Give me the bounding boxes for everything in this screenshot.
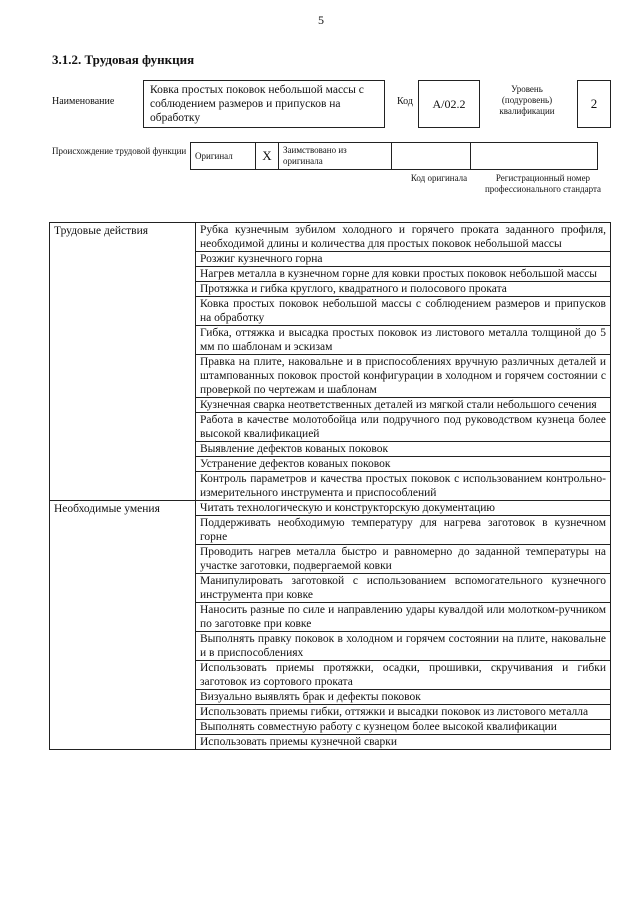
item-cell: Выполнять совместную работу с кузнецом более высокой квалификации	[196, 720, 611, 735]
name-label: Наименование	[52, 96, 115, 107]
item-cell: Выявление дефектов кованых поковок	[196, 442, 611, 457]
item-cell: Работа в качестве молотобойца или подручного под руководством кузнеца более высокой квалификацией	[196, 413, 611, 442]
code-box: A/02.2	[418, 80, 480, 128]
table-row	[50, 223, 611, 252]
origin-label: Происхождение трудовой функции	[52, 146, 187, 156]
function-table	[49, 222, 611, 750]
item-cell: Читать технологическую и конструкторскую документацию	[196, 501, 611, 516]
code-label: Код	[397, 96, 413, 107]
original-code-cell	[391, 142, 471, 170]
section-title: 3.1.2. Трудовая функция	[52, 52, 195, 67]
category-cell: Необходимые умения	[50, 501, 196, 750]
page-number: 5	[318, 13, 324, 27]
item-cell: Устранение дефектов кованых поковок	[196, 457, 611, 472]
item-cell: Рубка кузнечным зубилом холодного и горячего проката заданного профиля, необходимой длины и количества для простых поковок небольшой массы	[196, 223, 611, 252]
item-cell: Нагрев металла в кузнечном горне для ковки простых поковок небольшой массы	[196, 267, 611, 282]
item-cell: Гибка, оттяжка и высадка простых поковок из листового металла толщиной до 5 мм по шаблонам и эскизам	[196, 326, 611, 355]
item-cell: Ковка простых поковок небольшой массы с соблюдением размеров и припусков на обработку	[196, 297, 611, 326]
reg-number-caption: Регистрационный номер профессионального стандарта	[484, 173, 602, 194]
original-mark: X	[255, 142, 279, 170]
borrowed-cell: Заимствовано из оригинала	[278, 142, 392, 170]
item-cell: Выполнять правку поковок в холодном и горячем состоянии на плите, наковальне и в приспособлениях	[196, 632, 611, 661]
level-box: 2	[577, 80, 611, 128]
reg-number-cell	[470, 142, 598, 170]
origin-row	[191, 142, 598, 170]
item-cell: Использовать приемы кузнечной сварки	[196, 735, 611, 750]
item-cell: Манипулировать заготовкой с использованием вспомогательного кузнечного инструмента при ковке	[196, 574, 611, 603]
table-row	[50, 501, 611, 516]
item-cell: Визуально выявлять брак и дефекты поковок	[196, 690, 611, 705]
level-label: Уровень (подуровень) квалификации	[499, 84, 555, 116]
item-cell: Поддерживать необходимую температуру для нагрева заготовок в кузнечном горне	[196, 516, 611, 545]
category-cell: Трудовые действия	[50, 223, 196, 501]
item-cell: Использовать приемы гибки, оттяжки и высадки поковок из листового металла	[196, 705, 611, 720]
item-cell: Наносить разные по силе и направлению удары кувалдой или молотком-ручником по заготовке при ковке	[196, 603, 611, 632]
item-cell: Розжиг кузнечного горна	[196, 252, 611, 267]
item-cell: Контроль параметров и качества простых поковок с использованием контрольно-измерительного инструмента и приспособлений	[196, 472, 611, 501]
item-cell: Кузнечная сварка неответственных деталей из мягкой стали небольшого сечения	[196, 398, 611, 413]
item-cell: Правка на плите, наковальне и в приспособлениях вручную различных деталей и штампованных поковок простой конфигурации в холодном и горячем состоянии с проверкой по чертежам и шаблонам	[196, 355, 611, 398]
item-cell: Протяжка и гибка круглого, квадратного и полосового проката	[196, 282, 611, 297]
item-cell: Использовать приемы протяжки, осадки, прошивки, скручивания и гибки заготовок из сортового проката	[196, 661, 611, 690]
original-code-caption: Код оригинала	[410, 173, 468, 183]
name-box: Ковка простых поковок небольшой массы с соблюдением размеров и припусков на обработку	[143, 80, 385, 128]
item-cell: Проводить нагрев металла быстро и равномерно до заданной температуры на участке заготовки, подвергаемой ковки	[196, 545, 611, 574]
original-cell: Оригинал	[190, 142, 256, 170]
